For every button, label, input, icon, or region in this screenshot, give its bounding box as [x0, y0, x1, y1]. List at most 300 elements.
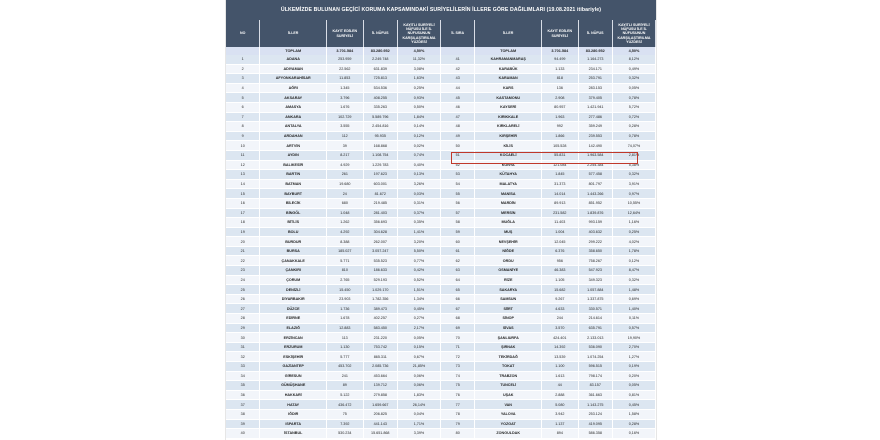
table-row — [441, 304, 656, 314]
percentage: 1,41% — [398, 228, 441, 237]
city-name: ORDU — [475, 256, 542, 265]
city-name: ÇANAKKALE — [260, 256, 327, 265]
percentage: 1,51% — [398, 285, 441, 294]
population: 379.405 — [579, 93, 613, 102]
registered-count: 818 — [542, 74, 579, 83]
city-name: TUNCELİ — [475, 381, 542, 390]
percentage: 0,31% — [398, 199, 441, 208]
row-number: 62 — [441, 256, 475, 265]
city-name: VAN — [475, 400, 542, 409]
city-name: KÜTAHYA — [475, 170, 542, 179]
city-name: AKSARAY — [260, 93, 327, 102]
percentage: 1,48% — [613, 285, 656, 294]
percentage: 5,72% — [613, 103, 656, 112]
percentage: 8,47% — [613, 266, 656, 275]
percentage: 0,57% — [613, 324, 656, 333]
population: 547.923 — [579, 266, 613, 275]
table-row — [226, 74, 441, 84]
row-number: 36 — [226, 391, 260, 400]
registered-count: 2.908 — [542, 93, 579, 102]
row-number: 38 — [226, 410, 260, 419]
percentage: 0,78% — [613, 132, 656, 141]
table-row — [441, 237, 656, 247]
city-name: ADANA — [260, 55, 327, 64]
table-row — [226, 180, 441, 190]
registered-count: 810 — [327, 266, 364, 275]
registered-count: 4.292 — [327, 228, 364, 237]
population: 603.001 — [364, 180, 398, 189]
table-row — [226, 103, 441, 113]
city-name: NİĞDE — [475, 247, 542, 256]
registered-count: 44 — [542, 381, 579, 390]
city-name: MALATYA — [475, 180, 542, 189]
city-name: RİZE — [475, 276, 542, 285]
total-cell — [441, 47, 475, 55]
table-row — [441, 314, 656, 324]
row-number: 73 — [441, 362, 475, 371]
percentage: 1,58% — [613, 410, 656, 419]
table-row — [441, 276, 656, 286]
percentage: 11,32% — [398, 55, 441, 64]
percentage: 1,63% — [398, 74, 441, 83]
registered-count: 530.234 — [327, 429, 364, 438]
row-number: 30 — [226, 333, 260, 342]
row-number: 49 — [441, 132, 475, 141]
city-name: BALIKESİR — [260, 161, 327, 170]
population: 234.171 — [579, 65, 613, 74]
row-number: 1 — [226, 55, 260, 64]
percentage: 0,52% — [398, 276, 441, 285]
city-name: MARDİN — [475, 199, 542, 208]
city-name: ARDAHAN — [260, 132, 327, 141]
table-row — [441, 161, 656, 171]
total-cell — [226, 47, 260, 55]
registered-count: 46.383 — [542, 266, 579, 275]
city-name: MANİSA — [475, 189, 542, 198]
population: 262.007 — [364, 237, 398, 246]
population: 253.124 — [579, 410, 613, 419]
population: 253.791 — [579, 74, 613, 83]
population: 529.193 — [364, 276, 398, 285]
percentage: 8,12% — [613, 55, 656, 64]
population: 283.153 — [579, 84, 613, 93]
row-number: 46 — [441, 103, 475, 112]
percentage: 12,64% — [613, 209, 656, 218]
percentage: 0,77% — [398, 256, 441, 265]
population: 95.935 — [364, 132, 398, 141]
row-number: 11 — [226, 151, 260, 160]
registered-count: 436.472 — [327, 400, 364, 409]
row-number: 15 — [226, 189, 260, 198]
row-number: 75 — [441, 381, 475, 390]
percentage: 0,02% — [398, 141, 441, 150]
percentage: 0,13% — [398, 170, 441, 179]
population: 865.311 — [364, 352, 398, 361]
population: 349.323 — [579, 276, 613, 285]
percentage: 1,27% — [613, 352, 656, 361]
city-name: SAKARYA — [475, 285, 542, 294]
city-name: KARS — [475, 84, 542, 93]
city-name: BİLECİK — [260, 199, 327, 208]
registered-count: 89.913 — [542, 199, 579, 208]
registered-count: 4.929 — [327, 161, 364, 170]
percentage: 0,19% — [613, 362, 656, 371]
table-row — [226, 209, 441, 219]
table-row — [226, 372, 441, 382]
city-name: GAZİANTEP — [260, 362, 327, 371]
percentage: 1,34% — [398, 295, 441, 304]
registered-count: 2.888 — [542, 391, 579, 400]
percentage: 0,67% — [398, 352, 441, 361]
population: 1.443.266 — [579, 189, 613, 198]
row-number: 52 — [441, 161, 475, 170]
header-city: İLLER — [260, 20, 327, 47]
population: 168.868 — [364, 141, 398, 150]
row-number: 27 — [226, 304, 260, 313]
city-name: MUĞLA — [475, 218, 542, 227]
registered-count: 136 — [542, 84, 579, 93]
registered-count: 1.345 — [327, 84, 364, 93]
percentage: 0,45% — [613, 400, 656, 409]
registered-count: 94.499 — [542, 55, 579, 64]
table-row — [441, 209, 656, 219]
city-name: YALOVA — [475, 410, 542, 419]
population: 2.133.013 — [579, 333, 613, 342]
city-name: ŞIRNAK — [475, 343, 542, 352]
city-name: ADIYAMAN — [260, 65, 327, 74]
percentage: 0,93% — [398, 93, 441, 102]
city-name: TEKİRDAĞ — [475, 352, 542, 361]
city-name: YOZGAT — [475, 420, 542, 429]
row-number: 2 — [226, 65, 260, 74]
row-number: 48 — [441, 122, 475, 131]
city-name: KONYA — [475, 161, 542, 170]
population: 3.057.247 — [364, 247, 398, 256]
city-name: UŞAK — [475, 391, 542, 400]
city-name: AMASYA — [260, 103, 327, 112]
city-name: AFYONKARAHİSAR — [260, 74, 327, 83]
table-row — [441, 132, 656, 142]
table-row — [226, 132, 441, 142]
registered-count: 1.105 — [542, 276, 579, 285]
table-row — [226, 55, 441, 65]
percentage: 1,40% — [613, 304, 656, 313]
table-row — [441, 295, 656, 305]
table-row — [441, 170, 656, 180]
table-row — [226, 362, 441, 372]
registered-count: 11.853 — [327, 74, 364, 83]
table-row — [441, 410, 656, 420]
table-row — [226, 84, 441, 94]
population: 304.628 — [364, 228, 398, 237]
population: 1.143.275 — [579, 400, 613, 409]
table-row — [226, 266, 441, 276]
city-name: KIRKLARELİ — [475, 122, 542, 131]
population: 535.523 — [364, 256, 398, 265]
percentage: 0,06% — [398, 372, 441, 381]
row-number: 32 — [226, 352, 260, 361]
row-number: 22 — [226, 256, 260, 265]
percentage: 0,78% — [613, 93, 656, 102]
population: 1.337.875 — [579, 295, 613, 304]
table-row — [226, 420, 441, 430]
population: 536.090 — [579, 343, 613, 352]
registered-count: 12.045 — [542, 237, 579, 246]
city-name: KIRIKKALE — [475, 113, 542, 122]
registered-count: 39 — [327, 141, 364, 150]
registered-count: 3.942 — [542, 410, 579, 419]
table-row — [226, 141, 441, 151]
city-name: ERZİNCAN — [260, 333, 327, 342]
registered-count: 231.582 — [542, 209, 579, 218]
table-row — [226, 295, 441, 305]
registered-count: 1.963 — [542, 113, 579, 122]
population: 441.143 — [364, 420, 398, 429]
table-row — [226, 400, 441, 410]
registered-count: 31.373 — [542, 180, 579, 189]
registered-count: 894 — [542, 429, 579, 438]
row-number: 33 — [226, 362, 260, 371]
population: 1.229.783 — [364, 161, 398, 170]
percentage: 0,37% — [398, 209, 441, 218]
city-name: DİYARBAKIR — [260, 295, 327, 304]
city-name: GİRESUN — [260, 372, 327, 381]
percentage: 0,20% — [613, 372, 656, 381]
population: 2.254.384 — [579, 161, 613, 170]
registered-count: 6.376 — [542, 247, 579, 256]
city-name: KARAMAN — [475, 74, 542, 83]
population: 402.257 — [364, 314, 398, 323]
percentage: 0,97% — [613, 189, 656, 198]
percentage: 3,08% — [398, 65, 441, 74]
city-name: KAHRAMANMARAŞ — [475, 55, 542, 64]
row-number: 57 — [441, 209, 475, 218]
percentage: 0,27% — [398, 314, 441, 323]
row-number: 72 — [441, 352, 475, 361]
table-row — [226, 218, 441, 228]
table-row — [226, 256, 441, 266]
population: 330.571 — [579, 304, 613, 313]
registered-count: 1.137 — [542, 420, 579, 429]
row-number: 74 — [441, 372, 475, 381]
population: 1.057.884 — [579, 285, 613, 294]
row-number: 4 — [226, 84, 260, 93]
registered-count: 185.027 — [327, 247, 364, 256]
population: 206.825 — [364, 410, 398, 419]
table-row — [226, 93, 441, 103]
row-number: 77 — [441, 400, 475, 409]
population: 279.858 — [364, 391, 398, 400]
registered-count: 12.883 — [327, 324, 364, 333]
row-number: 44 — [441, 84, 475, 93]
registered-count: 75 — [327, 410, 364, 419]
row-number: 5 — [226, 93, 260, 102]
header-population: İL NÜFUS — [579, 20, 613, 47]
city-name: HAKKARİ — [260, 391, 327, 400]
row-number: 79 — [441, 420, 475, 429]
table-row — [441, 74, 656, 84]
row-number: 8 — [226, 122, 260, 131]
percentage: 2,81% — [613, 151, 656, 160]
row-number: 50 — [441, 141, 475, 150]
population: 2.249.748 — [364, 55, 398, 64]
registered-count: 1.048 — [327, 209, 364, 218]
row-number: 7 — [226, 113, 260, 122]
header-percent: KAYITLI SURİYELİ NÜFUSU İLE İL NÜFUSUNUN KARŞILAŞTIRILMA YÜZDESİ — [398, 20, 441, 47]
percentage: 26,14% — [398, 400, 441, 409]
registered-count: 11.403 — [542, 218, 579, 227]
population: 1.963.584 — [579, 151, 613, 160]
table-row — [441, 247, 656, 257]
row-number: 55 — [441, 189, 475, 198]
row-number: 54 — [441, 180, 475, 189]
percentage: 0,74% — [398, 151, 441, 160]
city-name: ANKARA — [260, 113, 327, 122]
population: 214.614 — [579, 314, 613, 323]
table-body — [226, 55, 656, 439]
row-number: 80 — [441, 429, 475, 438]
registered-count: 23.903 — [327, 295, 364, 304]
registered-count: 1.262 — [327, 218, 364, 227]
percentage: 0,06% — [398, 381, 441, 390]
row-number: 12 — [226, 161, 260, 170]
population: 197.623 — [364, 170, 398, 179]
registered-count: 19.680 — [327, 180, 364, 189]
registered-count: 5.122 — [327, 391, 364, 400]
city-name: İSTANBUL — [260, 429, 327, 438]
registered-count: 253.959 — [327, 55, 364, 64]
table-row — [441, 199, 656, 209]
city-name: IĞDIR — [260, 410, 327, 419]
table-row — [441, 180, 656, 190]
table-row — [226, 161, 441, 171]
table-row — [441, 103, 656, 113]
city-name: BİTLİS — [260, 218, 327, 227]
population: 993.159 — [579, 218, 613, 227]
population: 389.473 — [364, 304, 398, 313]
population: 403.632 — [579, 228, 613, 237]
city-name: SİNOP — [475, 314, 542, 323]
registered-count: 261 — [327, 170, 364, 179]
percentage: 0,32% — [613, 170, 656, 179]
row-number: 14 — [226, 180, 260, 189]
percentage: 0,42% — [398, 266, 441, 275]
table-row — [441, 84, 656, 94]
city-name: ZONGULDAK — [475, 429, 542, 438]
table-row — [226, 151, 441, 161]
registered-count: 1.133 — [542, 65, 579, 74]
registered-count: 121.084 — [542, 161, 579, 170]
percentage: 3,91% — [613, 180, 656, 189]
table-row — [226, 391, 441, 401]
population: 361.663 — [579, 391, 613, 400]
row-number: 61 — [441, 247, 475, 256]
percentage: 0,49% — [613, 65, 656, 74]
percentage: 0,04% — [398, 410, 441, 419]
percentage: 0,35% — [398, 218, 441, 227]
population: 81.672 — [364, 189, 398, 198]
row-number: 31 — [226, 343, 260, 352]
population: 577.458 — [579, 170, 613, 179]
table-row — [226, 189, 441, 199]
table-row — [441, 122, 656, 132]
percentage: 1,83% — [398, 391, 441, 400]
header-registered: KAYIT EDİLEN SURİYELİ — [542, 20, 579, 47]
registered-count: 1.130 — [327, 343, 364, 352]
population: 335.263 — [364, 103, 398, 112]
table-row — [226, 285, 441, 295]
row-number: 66 — [441, 295, 475, 304]
table-row — [441, 93, 656, 103]
percentage: 0,05% — [613, 381, 656, 390]
percentage: 0,11% — [613, 314, 656, 323]
row-number: 70 — [441, 333, 475, 342]
row-number: 23 — [226, 266, 260, 275]
table-row — [226, 343, 441, 353]
population: 2.085.736 — [364, 362, 398, 371]
population: 1.782.356 — [364, 295, 398, 304]
header-population: İL NÜFUS — [364, 20, 398, 47]
total-registered: 3.701.584 — [542, 47, 579, 55]
row-number: 40 — [226, 429, 260, 438]
row-number: 34 — [226, 372, 260, 381]
percentage: 0,45% — [398, 304, 441, 313]
percentage: 0,05% — [613, 84, 656, 93]
population: 139.712 — [364, 381, 398, 390]
header-city-rank: İL SIRA — [441, 20, 475, 47]
registered-count: 680 — [327, 199, 364, 208]
population: 453.664 — [364, 372, 398, 381]
percentage: 0,28% — [613, 122, 656, 131]
row-number: 6 — [226, 103, 260, 112]
table-row — [441, 372, 656, 382]
table-row — [226, 237, 441, 247]
population: 83.157 — [579, 381, 613, 390]
registered-count: 3.555 — [327, 122, 364, 131]
population: 5.589.796 — [364, 113, 398, 122]
population: 631.839 — [364, 65, 398, 74]
registered-count: 1.866 — [542, 132, 579, 141]
row-number: 16 — [226, 199, 260, 208]
population: 725.813 — [364, 74, 398, 83]
population: 1.164.273 — [579, 55, 613, 64]
table-row — [441, 333, 656, 343]
row-number: 21 — [226, 247, 260, 256]
total-label: TOPLAM — [260, 47, 327, 55]
city-name: AYDIN — [260, 151, 327, 160]
table-row — [441, 429, 656, 439]
row-number: 41 — [441, 55, 475, 64]
registered-count: 14.392 — [542, 343, 579, 352]
percentage: 3,26% — [398, 180, 441, 189]
table-row — [226, 324, 441, 334]
city-name: MERSİN — [475, 209, 542, 218]
city-name: GÜMÜŞHANE — [260, 381, 327, 390]
city-name: TOKAT — [475, 362, 542, 371]
registered-count: 3.570 — [542, 324, 579, 333]
total-percent: 4,50% — [613, 47, 656, 55]
population: 186.633 — [364, 266, 398, 275]
registered-count: 112 — [327, 132, 364, 141]
percentage: 5,38% — [613, 161, 656, 170]
registered-count: 2.765 — [327, 276, 364, 285]
percentage: 1,71% — [398, 420, 441, 429]
registered-count: 5.080 — [542, 400, 579, 409]
table-row — [226, 304, 441, 314]
registered-count: 102.729 — [327, 113, 364, 122]
percentage: 21,85% — [398, 362, 441, 371]
row-number: 37 — [226, 400, 260, 409]
